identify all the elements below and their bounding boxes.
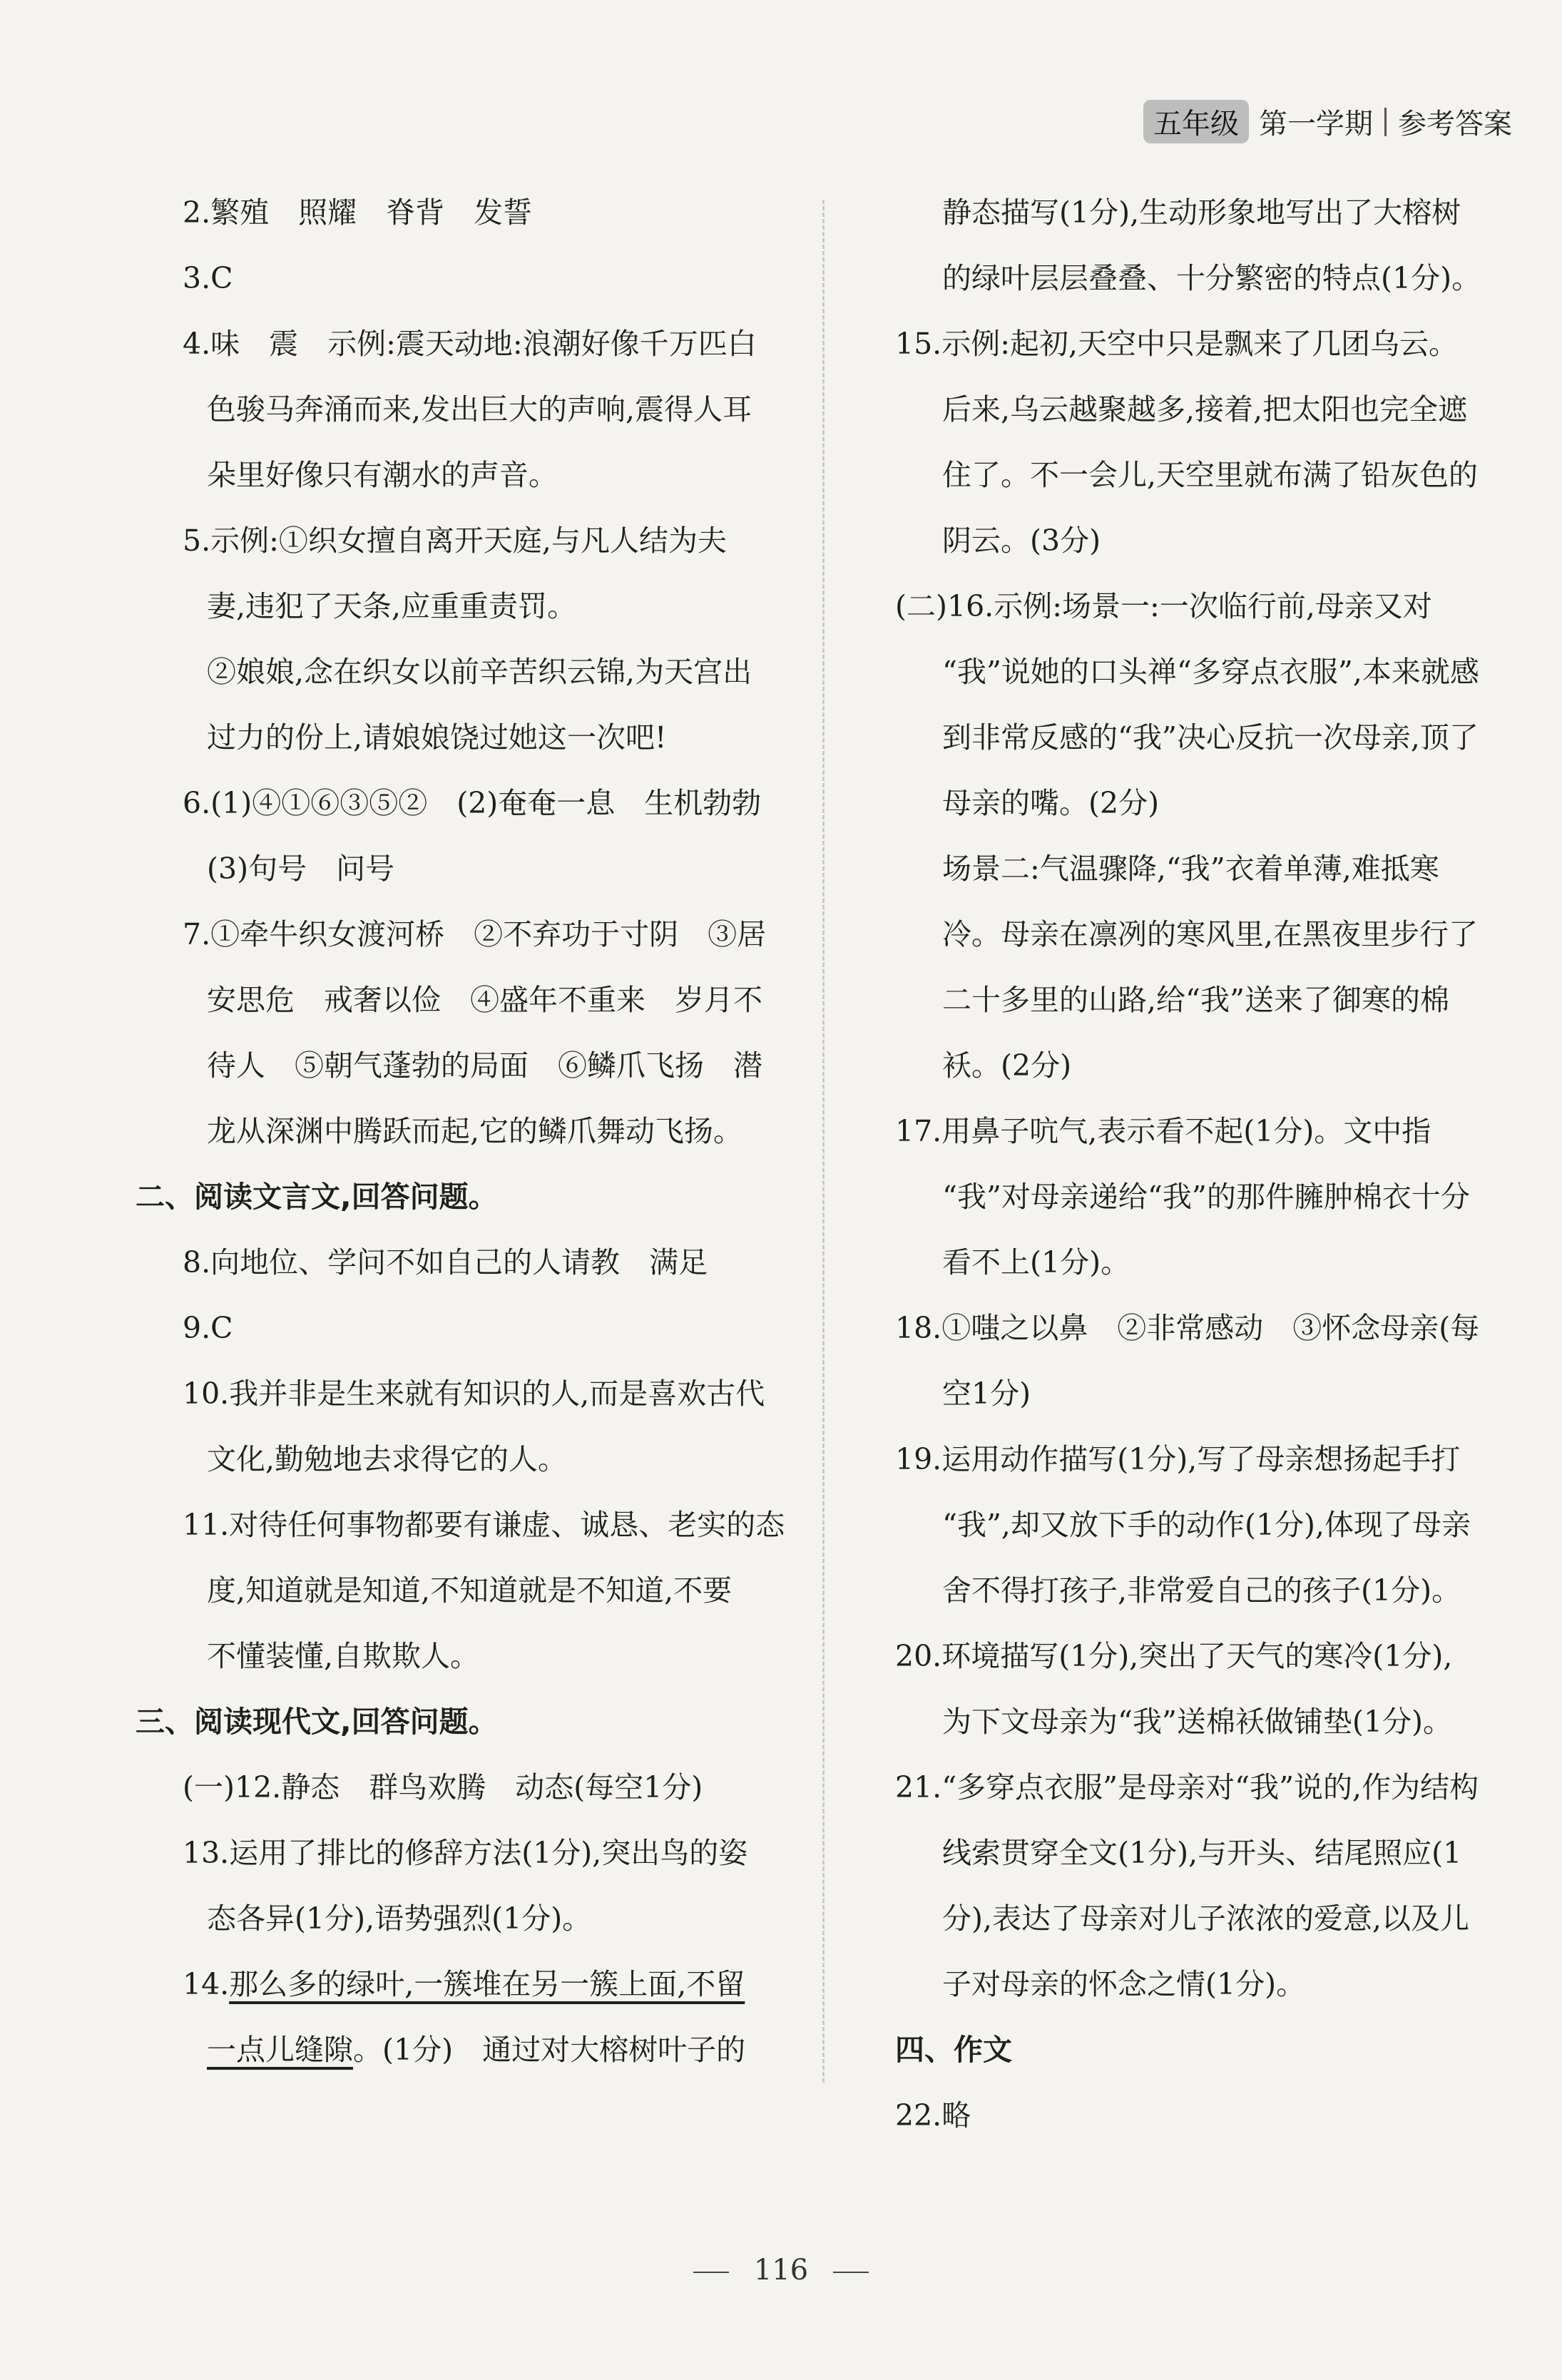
answer-line xyxy=(136,377,799,442)
answer-line xyxy=(895,442,1516,508)
line-text: 色骏马奔涌而来,发出巨大的声响,震得人耳 xyxy=(207,392,752,427)
answer-line xyxy=(136,1951,799,2017)
line-text: 二十多里的山路,给“我”送来了御寒的棉 xyxy=(942,983,1449,1017)
answer-line xyxy=(136,836,799,902)
line-text: 四、作文 xyxy=(895,2033,1012,2067)
line-text: 11.对待任何事物都要有谦虚、诚恳、老实的态 xyxy=(183,1508,785,1542)
line-text: 22.略 xyxy=(895,2098,971,2133)
line-text: 过力的份上,请娘娘饶过她这一次吧! xyxy=(207,720,667,755)
line-text: 2.繁殖 照耀 脊背 发誓 xyxy=(183,195,533,230)
answer-line xyxy=(895,1295,1516,1361)
line-text: 19.运用动作描写(1分),写了母亲想扬起手打 xyxy=(895,1442,1461,1476)
answer-line xyxy=(136,1558,799,1623)
answer-line xyxy=(136,967,799,1033)
line-text: 18.①嗤之以鼻 ②非常感动 ③怀念母亲(每 xyxy=(895,1311,1480,1345)
answer-line xyxy=(136,902,799,967)
line-text: 9.C xyxy=(183,1311,233,1345)
line-text: 看不上(1分)。 xyxy=(942,1245,1130,1280)
section-heading xyxy=(136,1689,799,1755)
answer-line xyxy=(136,2017,799,2083)
line-text: 袄。(2分) xyxy=(942,1048,1072,1083)
answer-line xyxy=(895,1033,1516,1098)
line-text-tail: 。(1分) 通过对大榕树叶子的 xyxy=(353,2033,746,2067)
answer-line xyxy=(895,1689,1516,1755)
line-text: 朵里好像只有潮水的声音。 xyxy=(207,458,558,492)
answer-line xyxy=(136,245,799,311)
answer-line xyxy=(895,1098,1516,1164)
line-text: 舍不得打孩子,非常爱自己的孩子(1分)。 xyxy=(942,1573,1461,1608)
answer-line xyxy=(136,311,799,377)
answer-line xyxy=(136,573,799,639)
footer-dash-left xyxy=(693,2272,729,2273)
line-text: 空1分) xyxy=(942,1377,1031,1411)
answer-line xyxy=(895,1886,1516,1951)
line-text: 6.(1)④①⑥③⑤② (2)奄奄一息 生机勃勃 xyxy=(183,786,762,820)
answer-line xyxy=(895,2083,1516,2148)
line-text: 子对母亲的怀念之情(1分)。 xyxy=(942,1967,1306,2001)
line-text: 分),表达了母亲对儿子浓浓的爱意,以及儿 xyxy=(942,1901,1470,1936)
section-heading xyxy=(136,1164,799,1230)
line-text: 二、阅读文言文,回答问题。 xyxy=(136,1180,498,1214)
answer-line xyxy=(895,1361,1516,1426)
page-header xyxy=(1143,100,1512,143)
answer-line xyxy=(895,639,1516,705)
line-text: 待人 ⑤朝气蓬勃的局面 ⑥鳞爪飞扬 潜 xyxy=(207,1048,762,1083)
answer-line xyxy=(136,1623,799,1689)
line-text: 15.示例:起初,天空中只是飘来了几团乌云。 xyxy=(895,327,1459,361)
grade-badge: 五年级 xyxy=(1143,100,1249,143)
answer-line xyxy=(136,1820,799,1886)
answer-line xyxy=(895,705,1516,770)
answer-line xyxy=(136,1033,799,1098)
line-text: 不懂装懂,自欺欺人。 xyxy=(207,1639,480,1673)
answer-line xyxy=(895,1230,1516,1295)
line-text: 10.我并非是生来就有知识的人,而是喜欢古代 xyxy=(183,1377,765,1411)
answer-line xyxy=(136,442,799,508)
answer-line xyxy=(895,573,1516,639)
line-text: 5.示例:①织女擅自离开天庭,与凡人结为夫 xyxy=(183,524,727,558)
line-text: 态各异(1分),语势强烈(1分)。 xyxy=(207,1901,592,1936)
footer-dash-right xyxy=(833,2272,869,2273)
answer-line xyxy=(136,1361,799,1426)
answer-line xyxy=(895,1558,1516,1623)
line-text: 母亲的嘴。(2分) xyxy=(942,786,1160,820)
answer-line xyxy=(136,1295,799,1361)
answer-line xyxy=(895,1820,1516,1886)
answer-line xyxy=(895,1951,1516,2017)
line-text: 17.用鼻子吭气,表示看不起(1分)。文中指 xyxy=(895,1114,1431,1148)
line-text: 文化,勤勉地去求得它的人。 xyxy=(207,1442,568,1476)
line-text: 场景二:气温骤降,“我”衣着单薄,难抵寒 xyxy=(942,852,1439,886)
line-text: 到非常反感的“我”决心反抗一次母亲,顶了 xyxy=(942,720,1479,755)
underlined-text: 一点儿缝隙 xyxy=(207,2033,353,2067)
line-text: ②娘娘,念在织女以前辛苦织云锦,为天宫出 xyxy=(207,655,752,689)
answer-line xyxy=(895,508,1516,573)
line-text: (3)句号 问号 xyxy=(207,852,395,886)
answer-line xyxy=(136,1886,799,1951)
answer-line xyxy=(895,1164,1516,1230)
line-text: 20.环境描写(1分),突出了天气的寒冷(1分), xyxy=(895,1639,1453,1673)
answer-line xyxy=(895,1623,1516,1689)
section-heading xyxy=(895,2017,1516,2083)
line-text: 住了。不一会儿,天空里就布满了铅灰色的 xyxy=(942,458,1479,492)
column-divider xyxy=(822,200,825,2083)
line-text: 后来,乌云越聚越多,接着,把太阳也完全遮 xyxy=(942,392,1468,427)
answer-line xyxy=(136,1426,799,1492)
answer-line xyxy=(895,836,1516,902)
line-text: 龙从深渊中腾跃而起,它的鳞爪舞动飞扬。 xyxy=(207,1114,743,1148)
page-footer xyxy=(0,2254,1562,2287)
answer-line xyxy=(895,311,1516,377)
answer-line xyxy=(136,508,799,573)
line-text: “我”说她的口头禅“多穿点衣服”,本来就感 xyxy=(942,655,1479,689)
answer-line xyxy=(136,180,799,245)
page-number: 116 xyxy=(753,2254,809,2287)
answer-line xyxy=(895,377,1516,442)
line-text: 7.①牵牛织女渡河桥 ②不弃功于寸阴 ③居 xyxy=(183,917,767,951)
answer-line xyxy=(136,1230,799,1295)
line-text: 14. xyxy=(183,1967,230,2001)
line-text: 度,知道就是知道,不知道就是不知道,不要 xyxy=(207,1573,732,1608)
line-text: 为下文母亲为“我”送棉袄做铺垫(1分)。 xyxy=(942,1705,1452,1739)
line-text: 13.运用了排比的修辞方法(1分),突出鸟的姿 xyxy=(183,1836,748,1870)
answer-line xyxy=(895,1426,1516,1492)
answer-line xyxy=(895,1755,1516,1820)
answer-line xyxy=(895,967,1516,1033)
line-text: “我”对母亲递给“我”的那件臃肿棉衣十分 xyxy=(942,1180,1470,1214)
answer-line xyxy=(136,1098,799,1164)
answer-line xyxy=(895,180,1516,245)
underlined-text: 那么多的绿叶,一簇堆在另一簇上面,不留 xyxy=(229,1967,745,2001)
line-text: 冷。母亲在凛冽的寒风里,在黑夜里步行了 xyxy=(942,917,1479,951)
line-text: 21.“多穿点衣服”是母亲对“我”说的,作为结构 xyxy=(895,1770,1479,1804)
right-column xyxy=(895,180,1516,2148)
answer-line xyxy=(136,639,799,705)
header-separator xyxy=(1384,108,1387,136)
answer-line xyxy=(895,245,1516,311)
line-text: 的绿叶层层叠叠、十分繁密的特点(1分)。 xyxy=(942,261,1481,295)
answer-line xyxy=(895,902,1516,967)
line-text: 静态描写(1分),生动形象地写出了大榕树 xyxy=(942,195,1461,230)
line-text: “我”,却又放下手的动作(1分),体现了母亲 xyxy=(942,1508,1471,1542)
line-text: 8.向地位、学问不如自己的人请教 满足 xyxy=(183,1245,708,1280)
answer-line xyxy=(895,1492,1516,1558)
line-text: (二)16.示例:场景一:一次临行前,母亲又对 xyxy=(895,589,1432,623)
line-text: 阴云。(3分) xyxy=(942,524,1101,558)
answer-line xyxy=(136,1492,799,1558)
line-text: 4.味 震 示例:震天动地:浪潮好像千万匹白 xyxy=(183,327,757,361)
answer-line xyxy=(136,705,799,770)
line-text: 3.C xyxy=(183,261,233,295)
header-title: 参考答案 xyxy=(1398,108,1512,141)
line-text: 三、阅读现代文,回答问题。 xyxy=(136,1705,498,1739)
line-text: 线索贯穿全文(1分),与开头、结尾照应(1 xyxy=(942,1836,1462,1870)
answer-line xyxy=(136,770,799,836)
answer-line xyxy=(895,770,1516,836)
line-text: (一)12.静态 群鸟欢腾 动态(每空1分) xyxy=(183,1770,703,1804)
line-text: 妻,违犯了天条,应重重责罚。 xyxy=(207,589,577,623)
line-text: 安思危 戒奢以俭 ④盛年不重来 岁月不 xyxy=(207,983,762,1017)
answer-line xyxy=(136,1755,799,1820)
term-label: 第一学期 xyxy=(1259,108,1373,141)
left-column xyxy=(136,180,799,2083)
